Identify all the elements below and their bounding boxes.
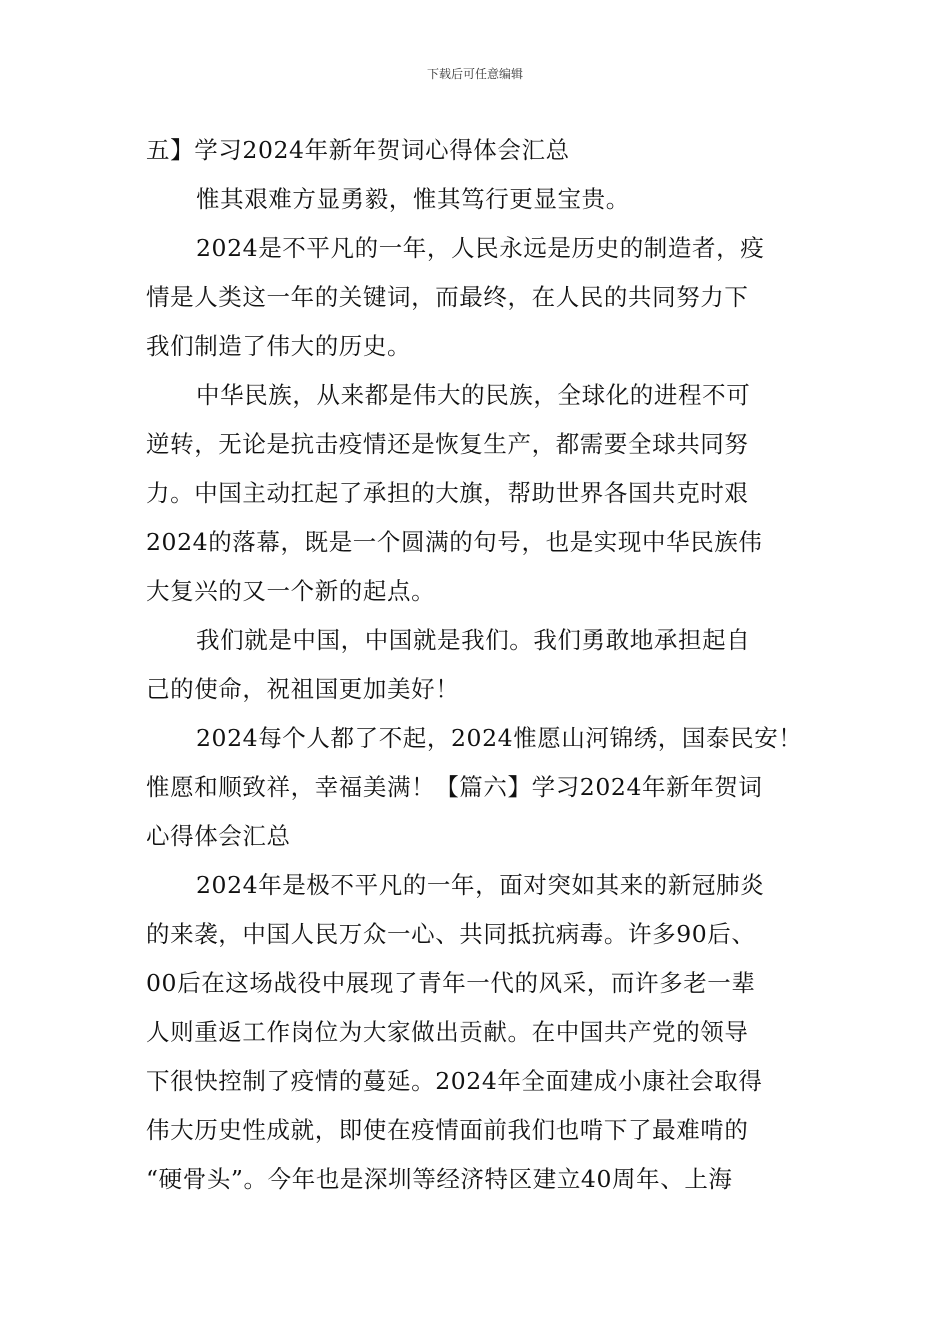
text-line: 中华民族，从来都是伟大的民族，全球化的进程不可 bbox=[196, 381, 751, 409]
text-line: 大复兴的又一个新的起点。 bbox=[146, 577, 436, 605]
text-line: 己的使命，祝祖国更加美好！ bbox=[146, 675, 460, 703]
text-line: 惟愿和顺致祥，幸福美满！【篇六】学习2024年新年贺词 bbox=[146, 773, 763, 801]
text-line: “硬骨头”。今年也是深圳等经济特区建立40周年、上海 bbox=[146, 1165, 733, 1193]
document-body bbox=[146, 126, 810, 1204]
text-line: 2024是不平凡的一年，人民永远是历史的制造者，疫 bbox=[196, 234, 765, 262]
text-line: 伟大历史性成就，即使在疫情面前我们也啃下了最难啃的 bbox=[146, 1116, 749, 1144]
text-line: 心得体会汇总 bbox=[146, 822, 291, 850]
text-line: 00后在这场战役中展现了青年一代的风采，而许多老一辈 bbox=[146, 969, 756, 997]
text-line: 五】学习2024年新年贺词心得体会汇总 bbox=[146, 136, 570, 164]
text-line: 的来袭，中国人民万众一心、共同抵抗病毒。许多90后、 bbox=[146, 920, 756, 948]
text-line: 惟其艰难方显勇毅，惟其笃行更显宝贵。 bbox=[196, 185, 630, 213]
text-line: 情是人类这一年的关键词，而最终，在人民的共同努力下 bbox=[146, 283, 749, 311]
text-line: 逆转，无论是抗击疫情还是恢复生产，都需要全球共同努 bbox=[146, 430, 749, 458]
text-line: 我们就是中国，中国就是我们。我们勇敢地承担起自 bbox=[196, 626, 751, 654]
page-header: 下载后可任意编辑 bbox=[426, 67, 523, 81]
text-line: 2024每个人都了不起，2024惟愿山河锦绣，国泰民安！ bbox=[196, 724, 803, 752]
text-line: 2024年是极不平凡的一年，面对突如其来的新冠肺炎 bbox=[196, 871, 765, 899]
text-line: 2024的落幕，既是一个圆满的句号，也是实现中华民族伟 bbox=[146, 528, 763, 556]
text-line: 人则重返工作岗位为大家做出贡献。在中国共产党的领导 bbox=[146, 1018, 749, 1046]
text-line: 下很快控制了疫情的蔓延。2024年全面建成小康社会取得 bbox=[146, 1067, 763, 1095]
text-line: 力。中国主动扛起了承担的大旗，帮助世界各国共克时艰 bbox=[146, 479, 749, 507]
text-line: 我们制造了伟大的历史。 bbox=[146, 332, 412, 360]
